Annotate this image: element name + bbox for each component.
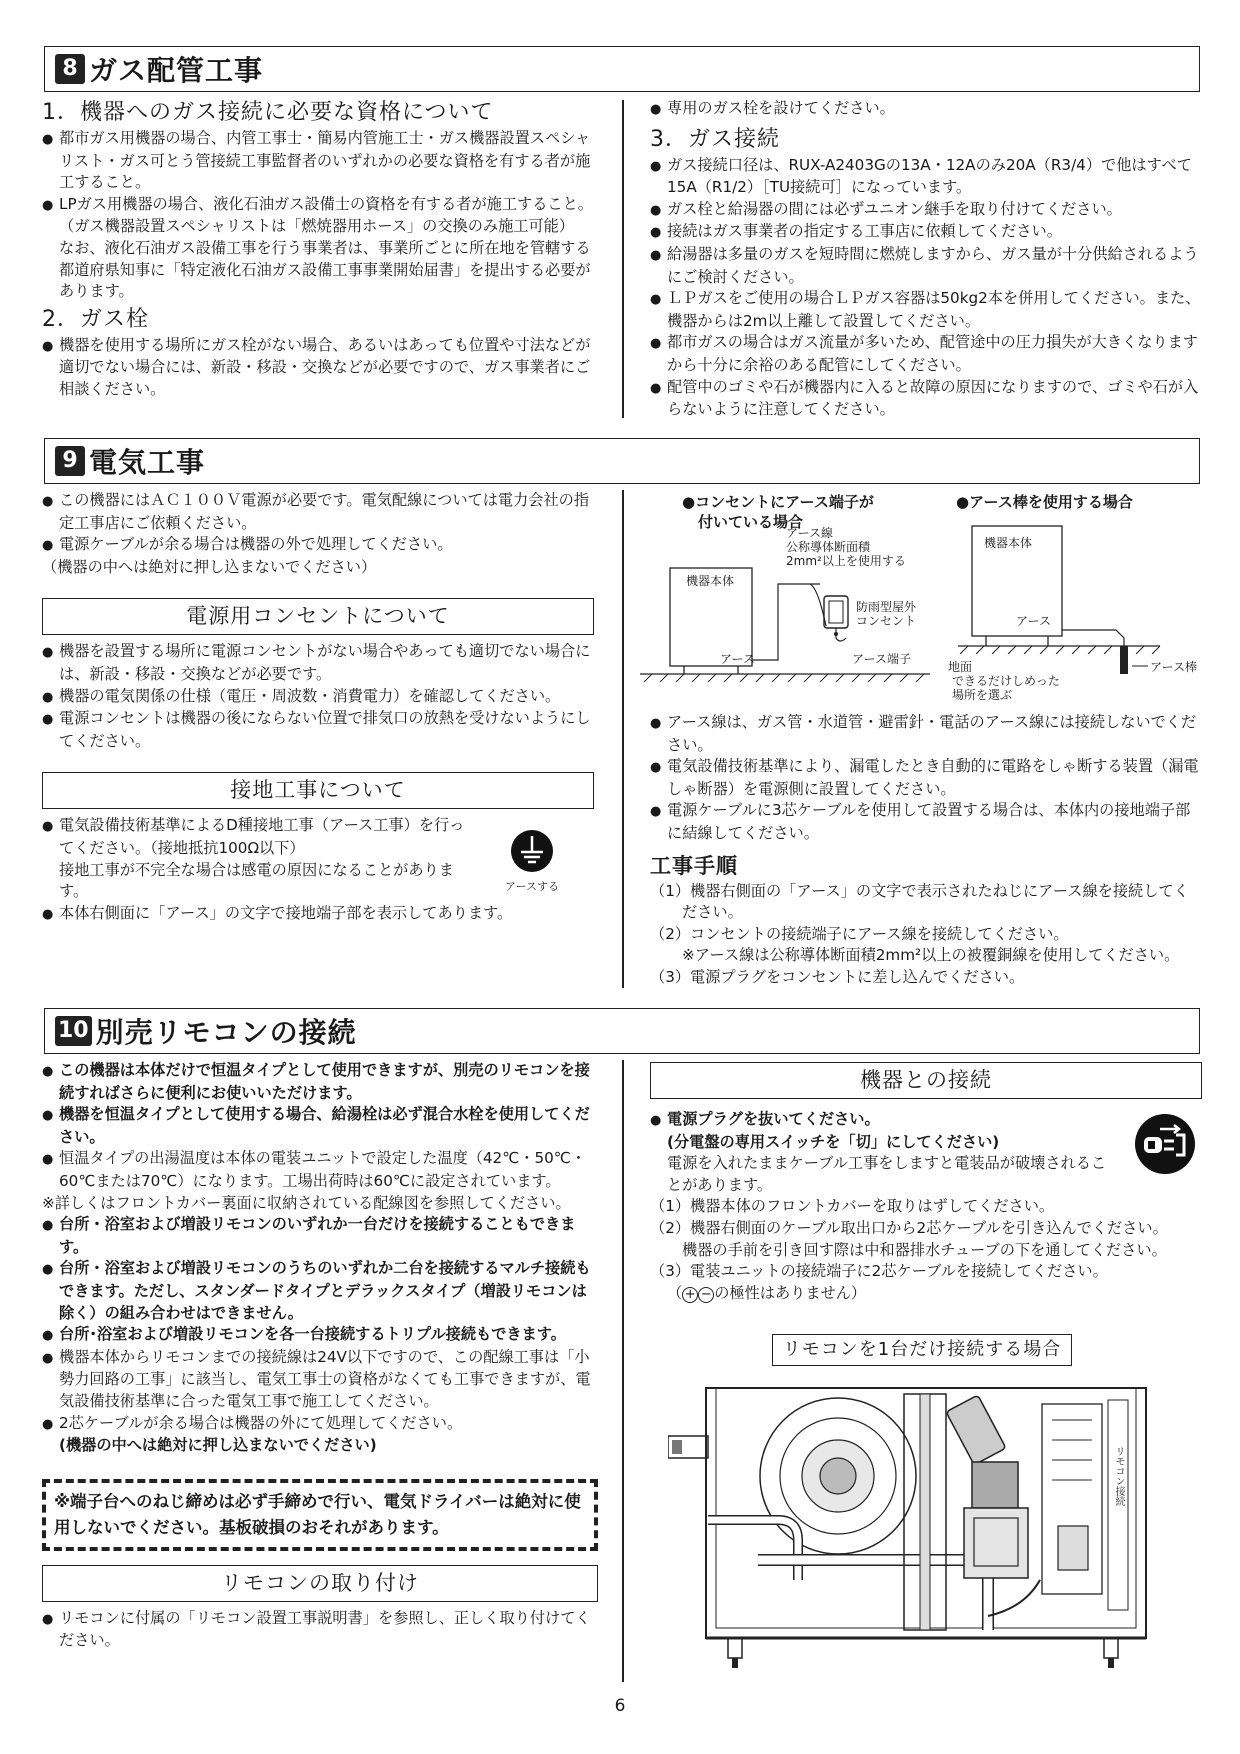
section-10-title: 別売リモコンの接続 — [95, 1016, 357, 1049]
procedure-step: （1）機器右側面の「アース」の文字で表示されたねじにアース線を接続してください。 — [650, 881, 1189, 922]
fig2-ground-label: 地面 — [948, 660, 973, 674]
heading-procedure: 工事手順 — [650, 853, 738, 878]
section-8-right-column — [650, 98, 1202, 421]
section-8-number: 8 — [55, 54, 85, 84]
paragraph: ● 台所・浴室および増設リモコンのいずれか一台だけを接続することもできます。 — [42, 1214, 598, 1258]
column-divider — [622, 490, 624, 988]
paragraph: ● 2芯ケーブルが余る場合は機器の外にて処理してください。 — [42, 1413, 598, 1436]
section-10-number: 10 — [55, 1016, 92, 1046]
box-connection-heading: 機器との接続 — [650, 1062, 1202, 1099]
paragraph: ● ＬＰガスをご使用の場合ＬＰガス容器は50kg2本を併用してください。また、機器からは2m以上離して設置してください。 — [650, 288, 1202, 332]
warning-box: ※端子台へのねじ締めは必ず手締めで行い、電気ドライバーは絶対に使用しないでください。基板破損のおそれがあります。 — [42, 1479, 598, 1551]
section-9-number: 9 — [55, 446, 85, 476]
paragraph: ● 電気設備技術基準によるD種接地工事（アース工事）を行ってください。（接地抵抗100Ω以下） — [42, 815, 472, 859]
paragraph: ● 電源ケーブルに3芯ケーブルを使用して設置する場合は、本体内の接地端子部に結線してください。 — [650, 800, 1202, 844]
section-10-right-column — [650, 1062, 1202, 1304]
page-number: 6 — [614, 1696, 626, 1716]
unplug-block — [650, 1109, 1202, 1196]
paragraph: ● 恒温タイプの出湯温度は本体の電装ユニットで設定した温度（42℃・50℃・60℃または70℃）になります。工場出荷時は60℃に設定されています。 — [42, 1148, 598, 1192]
earthing-figure — [640, 488, 1200, 710]
fig1-outlet-label-2: コンセント — [856, 614, 917, 628]
fig1-outlet-label: 防雨型屋外 — [856, 600, 917, 614]
section-10-header — [44, 1008, 1200, 1054]
polarity-note — [650, 1283, 1202, 1305]
fig1-earthwire-label: アース線 — [786, 526, 834, 540]
procedure-step: （2）コンセントの接続端子にアース線を接続してください。 — [650, 924, 1069, 943]
paragraph: ● リモコンに付属の「リモコン設置工事説明書」を参照し、正しく取り付けてください。 — [42, 1608, 598, 1652]
paragraph: ● ガス栓と給湯器の間には必ずユニオン継手を取り付けてください。 — [650, 199, 1202, 222]
paragraph: 電源を入れたままケーブル工事をしますと電装品が破壊されることがあります。 — [667, 1154, 1107, 1194]
paragraph: ● 台所･浴室および増設リモコンを各一台接続するトリプル接続もできます。 — [42, 1324, 598, 1347]
heading-gas-cock: 2．ガス栓 — [42, 306, 149, 332]
procedure-step: （2）機器右側面のケーブル取出口から2芯ケーブルを引き込んでください。 — [650, 1218, 1168, 1237]
device-interior-illustration — [668, 1380, 1188, 1672]
polarity-paren: （ — [667, 1283, 683, 1302]
paragraph: ● この機器にはＡＣ１００Ｖ電源が必要です。電気配線については電力会社の指定工事店にご依頼ください。 — [42, 490, 594, 534]
section-9-header — [44, 438, 1200, 484]
paragraph: ● ガス接続口径は、RUX-A2403Gの13A・12Aのみ20A（R3/4）で他はすべて15A（R1/2）［TU接続可］になっています。 — [650, 155, 1202, 199]
box-outlet-heading: 電源用コンセントについて — [42, 598, 594, 635]
column-divider — [622, 1060, 624, 1682]
procedure-step: （1）機器本体のフロントカバーを取りはずしてください。 — [650, 1197, 1055, 1216]
fig2-earth-label: アース — [1016, 614, 1052, 628]
paragraph: ● この機器は本体だけで恒温タイプとして使用できますが、別売のリモコンを接続すればさらに便利にお使いいただけます。 — [42, 1060, 598, 1104]
box-mount-heading: リモコンの取り付け — [42, 1565, 598, 1602]
unplug-icon — [1134, 1113, 1196, 1175]
paragraph: ● 配管中のゴミや石が機器内に入ると故障の原因になりますので、ゴミや石が入らないように注意してください。 — [650, 377, 1202, 421]
fig1-unit-label: 機器本体 — [686, 574, 735, 588]
plus-icon: + — [682, 1287, 698, 1303]
fig1-earthwire-label-3: 2mm²以上を使用する — [786, 554, 906, 568]
paragraph: ● 機器の電気関係の仕様（電圧・周波数・消費電力）を確認してください。 — [42, 686, 594, 709]
fig2-ground-label-2: できるだけしめった — [952, 674, 1060, 688]
paragraph: ● 機器を恒温タイプとして使用する場合、給湯栓は必ず混合水栓を使用してください。 — [42, 1104, 598, 1148]
procedure-note: ※アース線は公称導体断面積2mm²以上の被覆銅線を使用してください。 — [682, 946, 1180, 965]
section-8-title: ガス配管工事 — [89, 54, 264, 87]
procedure-step: （3）電装ユニットの接続端子に2芯ケーブルを接続してください。 — [650, 1262, 1108, 1281]
ground-label: アースする — [504, 879, 560, 893]
procedure-step: （3）電源プラグをコンセントに差し込んでください。 — [650, 967, 1025, 986]
polarity-text: の極性はありません） — [714, 1283, 867, 1302]
section-8-header — [44, 46, 1200, 92]
section-9-title: 電気工事 — [89, 446, 206, 479]
fig1-title-2: 付いている場合 — [698, 513, 804, 531]
box-grounding-heading: 接地工事について — [42, 772, 594, 809]
panel-label: リモコン接続 — [1113, 1446, 1124, 1506]
section-9-left-column — [42, 490, 594, 925]
fig1-earthwire-label-2: 公称導体断面積 — [786, 540, 871, 554]
section-10-left-column — [42, 1060, 598, 1652]
paragraph: （機器の中へは絶対に押し込まないでください） — [42, 557, 377, 576]
fig2-title: ●アース棒を使用する場合 — [956, 493, 1133, 511]
paragraph: ● 本体右側面に「アース」の文字で接地端子部を表示してあります。 — [42, 903, 594, 926]
paragraph: ● 電源プラグを抜いてください。 — [650, 1109, 1120, 1132]
column-divider — [622, 100, 624, 418]
paragraph: ● 機器を設置する場所に電源コンセントがない場合やあっても適切でない場合には、新設・移設・交換などが必要です。 — [42, 641, 594, 685]
heading-gas-qualification: 1．機器へのガス接続に必要な資格について — [42, 100, 494, 125]
ground-icon — [510, 829, 554, 873]
paragraph: なお、液化石油ガス設備工事を行う事業者は、事業所ごとに所在地を管轄する都道府県知事に「特定液化石油ガス設備工事事業開始届書」を提出する必要があります。 — [59, 238, 591, 301]
procedure-note: 機器の手前を引き回す際は中和器排水チューブの下を通してください。 — [682, 1240, 1167, 1259]
fig1-earth-label: アース — [720, 652, 756, 666]
earthing-diagram — [640, 488, 1200, 710]
paragraph: ● アース線は、ガス管・水道管・避雷針・電話のアース線には接続しないでください。 — [650, 712, 1202, 756]
paragraph: ● 台所・浴室および増設リモコンのうちのいずれか二台を接続するマルチ接続もできます。ただし、スタンダードタイプとデラックスタイプ（増設リモコンは除く）の組み合わせはできません。 — [42, 1258, 598, 1324]
paragraph: ● 機器を使用する場所にガス栓がない場合、あるいはあっても位置や寸法などが適切でない場合には、新設・移設・交換などが必要ですので、ガス事業者にご相談ください。 — [42, 335, 594, 401]
paragraph: 接地工事が不完全な場合は感電の原因になることがあります。 — [59, 860, 454, 901]
grounding-block — [42, 815, 594, 902]
fig1-earth-terminal-label: アース端子 — [852, 652, 912, 666]
fig2-unit-label: 機器本体 — [984, 536, 1033, 550]
fig2-ground-label-3: 場所を選ぶ — [952, 688, 1013, 702]
paragraph: (分電盤の専用スイッチを「切」にしてください) — [667, 1132, 1000, 1151]
paragraph: ● 都市ガス用機器の場合、内管工事士・簡易内管施工士・ガス機器設置スペシャリスト・ガス可とう管接続工事監督者のいずれかの必要な資格を有する者が施工すること。 — [42, 128, 594, 194]
paragraph: ● 電源コンセントは機器の後にならない位置で排気口の放熱を受けないようにしてください。 — [42, 708, 594, 752]
paragraph: ● LPガス用機器の場合、液化石油ガス設備士の資格を有する者が施工すること。（ガス機器設置スペシャリストは「燃焼器用ホース」の交換のみ施工可能） — [42, 194, 594, 238]
paragraph: (機器の中へは絶対に押し込まないでください) — [59, 1436, 377, 1455]
box-one-remote-heading: リモコンを1台だけ接続する場合 — [772, 1334, 1072, 1366]
paragraph: ● 電気設備技術基準により、漏電したとき自動的に電路をしゃ断する装置（漏電しゃ断器）を電源側に設置してください。 — [650, 756, 1202, 800]
unplug-symbol — [1120, 1109, 1200, 1196]
heading-gas-connection: 3．ガス接続 — [650, 126, 780, 152]
paragraph: ● 接続はガス事業者の指定する工事店に依頼してください。 — [650, 221, 1202, 244]
section-9-right-column — [650, 712, 1202, 989]
note: ※詳しくはフロントカバー裏面に収納されている配線図を参照してください。 — [42, 1193, 571, 1212]
ground-symbol — [472, 815, 592, 902]
fig2-earth-rod-label: アース棒 — [1150, 660, 1198, 674]
paragraph: ● 機器本体からリモコンまでの接続線は24V以下ですので、この配線工事は「小勢力回路の工事」に該当し、電気工事士の資格がなくても工事できますが、電気設備技術基準に合った電気工事で施工してください。 — [42, 1347, 598, 1413]
section-8-left-column — [42, 98, 594, 401]
paragraph: ● 電源ケーブルが余る場合は機器の外で処理してください。 — [42, 534, 594, 557]
fig1-title: ●コンセントにアース端子が — [682, 493, 874, 511]
paragraph: ● 給湯器は多量のガスを短時間に燃焼しますから、ガス量が十分供給されるようにご検討ください。 — [650, 244, 1202, 288]
paragraph: ● 都市ガスの場合はガス流量が多いため、配管途中の圧力損失が大きくなりますから十分に余裕のある配管にしてください。 — [650, 332, 1202, 376]
minus-icon: − — [698, 1287, 714, 1303]
paragraph: ● 専用のガス栓を設けてください。 — [650, 98, 1202, 121]
